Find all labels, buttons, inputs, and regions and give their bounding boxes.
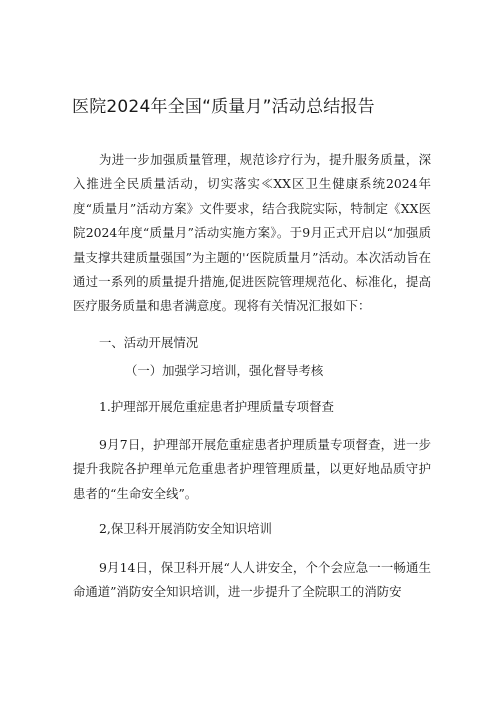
item-heading-nursing: 1.护理部开展危重症患者护理质量专项督查 [99,398,334,414]
document-body [73,148,431,605]
item-paragraph-fire-safety: 9月14日，保卫科开展“人人讲安全，个个会应急一一畅通生命通道”消防安全知识培训，进一步提升了全院职工的消防安 [73,559,431,600]
document-title: 医院2024年全国“质量月”活动总结报告 [72,97,375,117]
subsection-heading-training: （一）加强学习培训，强化督导考核 [125,363,324,379]
item-paragraph-nursing: 9月7日，护理部开展危重症患者护理质量专项督查，进一步提升我院各护理单元危重患者护理管理质量，以更好地品质守护患者的“生命安全线”。 [73,437,431,501]
intro-paragraph: 为进一步加强质量管理，规范诊疗行为，提升服务质量，深入推进全民质量活动，切实落实≪XX区卫生健康系统2024年度“质量月”活动方案》文件要求，结合我院实际，特制定《XX医院2024年度“质量月”活动实施方案》。于9月正式开启以“加强质量支撑共建质量强国”为主题的'‘医院质量月”活动。本次活动旨在通过一系列的质量提升措施,促进医院管理规范化、标准化，提高医疗服务质量和患者满意度。现将有关情况汇报如下： [73,152,431,314]
section-heading-activities: 一、活动开展情况 [99,334,199,350]
item-heading-fire-safety: 2,保卫科开展消防安全知识培训 [99,521,272,537]
